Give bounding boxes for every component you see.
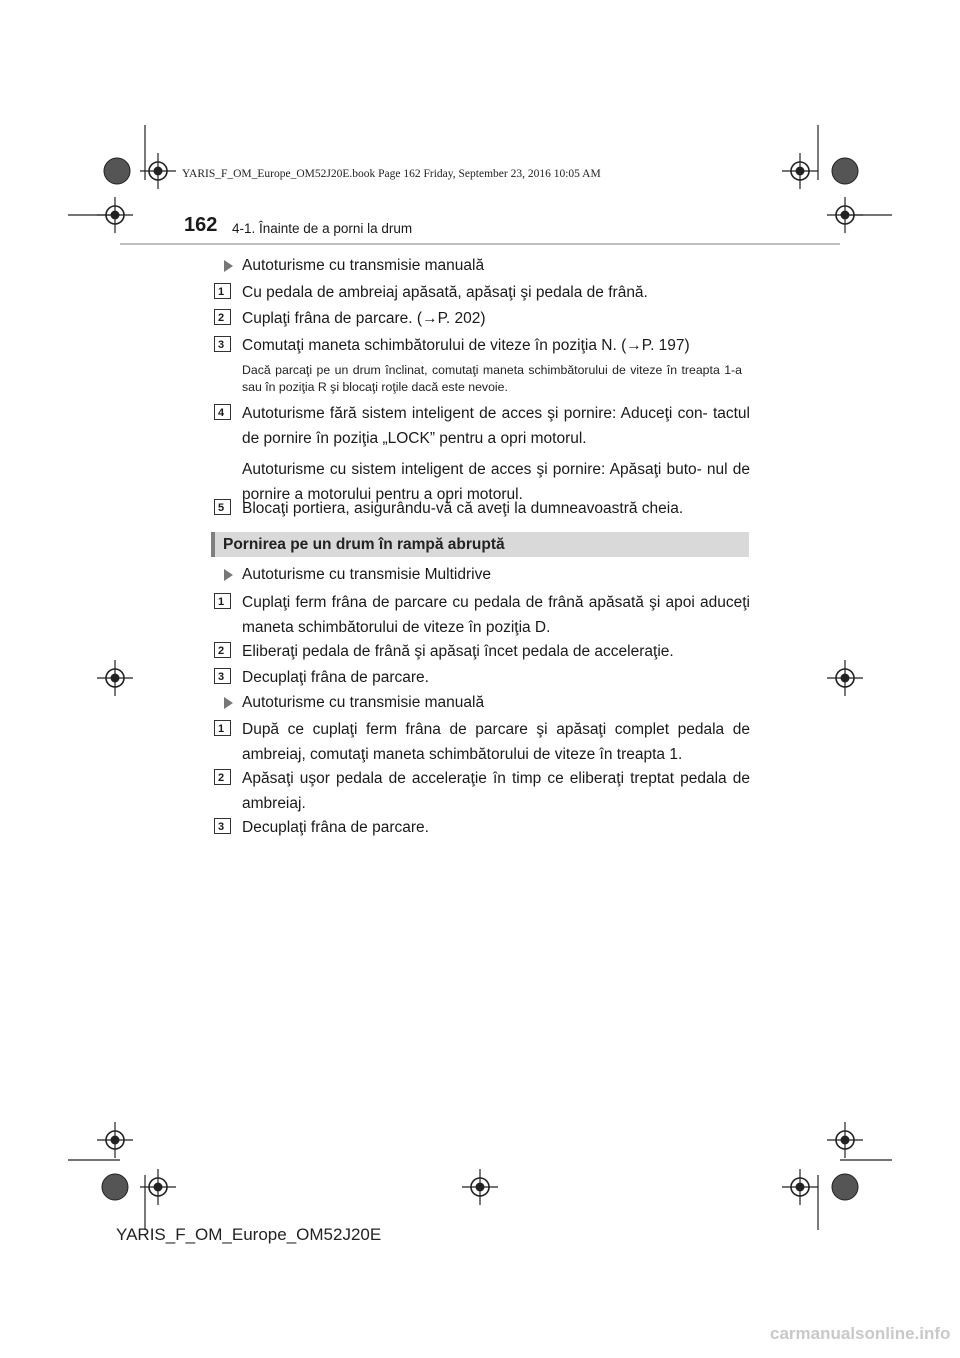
section-heading — [211, 532, 749, 557]
step-number: 5 — [214, 499, 231, 515]
step-text: Eliberaţi pedala de frână şi apăsaţi încet pedala de acceleraţie. — [242, 643, 674, 660]
step-number: 1 — [214, 283, 231, 299]
header-rule — [120, 243, 840, 245]
step-number: 3 — [214, 818, 231, 834]
bullet-multidrive — [224, 566, 491, 584]
bullet-manual-transmission-2 — [224, 694, 484, 712]
document-code: YARIS_F_OM_Europe_OM52J20E — [116, 1225, 382, 1244]
step-number: 3 — [214, 668, 231, 684]
step-text: Cu pedala de ambreiaj apăsată, apăsaţi şi pedala de frână. — [242, 284, 648, 301]
step-number: 4 — [214, 404, 231, 420]
step-text: Blocaţi portiera, asigurându-vă că aveţi la dumneavoastră cheia. — [242, 500, 684, 517]
step-text: Cuplaţi frâna de parcare. (→P. 202) — [242, 310, 486, 327]
heading-accent — [211, 532, 215, 557]
bullet-label: Autoturisme cu transmisie manuală — [242, 694, 485, 711]
step-number: 2 — [214, 769, 231, 785]
parking-note: Dacă parcaţi pe un drum înclinat, comutaţi maneta schimbătorului de viteze în treapta 1-a sau în poziţia R şi blocaţi roţile dacă este nevoie. — [242, 363, 742, 394]
step-text: După ce cuplaţi ferm frâna de parcare şi apăsaţi complet pedala de ambreiaj, comutaţi maneta schimbătorului de viteze în treapta 1. — [242, 721, 750, 763]
step-number: 2 — [214, 642, 231, 658]
step-text: Decuplaţi frâna de parcare. — [242, 669, 429, 686]
step-number: 1 — [214, 720, 231, 736]
step-text-extra: Autoturisme cu sistem inteligent de acces şi pornire: Apăsaţi buto- nul de pornire a motorului pentru a opri motorul. — [242, 461, 750, 503]
file-info: YARIS_F_OM_Europe_OM52J20E.book Page 162 Friday, September 23, 2016 10:05 AM — [182, 168, 601, 180]
step-text: Autoturisme fără sistem inteligent de acces şi pornire: Aduceţi con- tactul de pornire în poziţia „LOCK” pentru a opri motorul. — [242, 405, 750, 447]
step-number: 2 — [214, 309, 231, 325]
bullet-label: Autoturisme cu transmisie manuală — [242, 257, 485, 274]
bullet-manual-transmission — [224, 257, 484, 275]
step-text: Apăsaţi uşor pedala de acceleraţie în timp ce eliberaţi treptat pedala de ambreiaj. — [242, 770, 750, 812]
step-number: 3 — [214, 336, 231, 352]
watermark: carmanualsonline.info — [770, 1324, 951, 1343]
step-text: Comutaţi maneta schimbătorului de viteze în poziţia N. (→P. 197) — [242, 337, 690, 354]
step-number: 1 — [214, 593, 231, 609]
section-title: 4-1. Înainte de a porni la drum — [232, 221, 413, 236]
triangle-bullet-icon — [224, 697, 233, 709]
section-heading-text: Pornirea pe un drum în rampă abruptă — [223, 536, 505, 553]
step-text: Cuplaţi ferm frâna de parcare cu pedala de frână apăsată şi apoi aduceţi maneta schimbătorului de viteze în poziţia D. — [242, 594, 750, 636]
page-number: 162 — [184, 214, 218, 236]
triangle-bullet-icon — [224, 569, 233, 581]
triangle-bullet-icon — [224, 260, 233, 272]
step-text: Decuplaţi frâna de parcare. — [242, 819, 429, 836]
bullet-label: Autoturisme cu transmisie Multidrive — [242, 566, 491, 583]
